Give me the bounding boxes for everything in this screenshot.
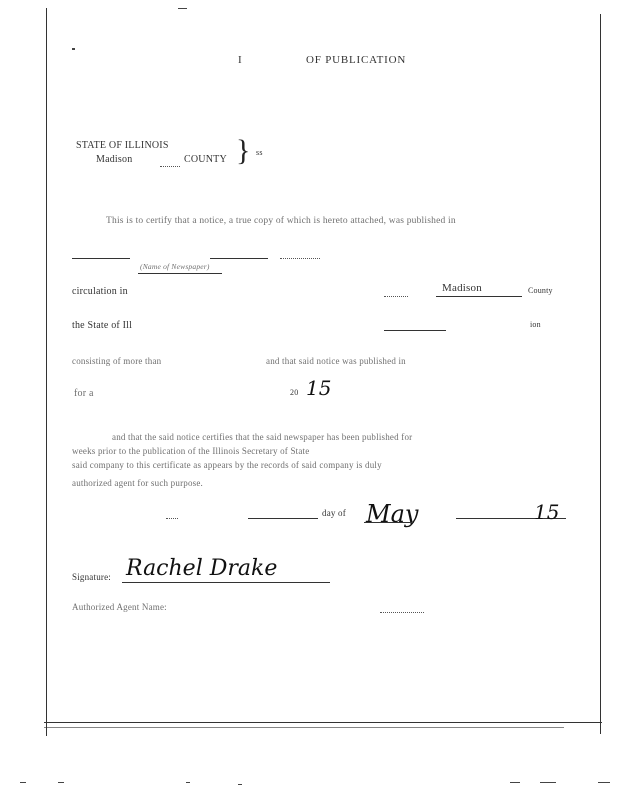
date-dots	[166, 518, 178, 519]
para-line-1: and that the said notice certifies that the said newspaper has been published for	[112, 432, 413, 442]
month-line	[364, 522, 414, 523]
signature-label: Signature:	[72, 572, 111, 582]
certify-line: This is to certify that a notice, a true copy of which is hereto attached, was published in	[106, 216, 456, 226]
frame-bottom-line	[44, 722, 602, 723]
top-mark	[178, 8, 187, 9]
newspaper-dots	[280, 258, 320, 259]
para-line-3: said company to this certificate as appears by the records of said company is duly	[72, 460, 382, 470]
newspaper-line-2	[210, 258, 268, 259]
heading-title: OF PUBLICATION	[306, 54, 407, 66]
agent-name-label: Authorized Agent Name:	[72, 602, 167, 612]
speck	[598, 782, 610, 783]
speck	[238, 784, 242, 785]
speck	[72, 48, 75, 50]
county-label: COUNTY	[184, 154, 227, 165]
circulation-blank	[384, 296, 408, 297]
speck	[58, 782, 64, 783]
row5-year-prefix: 20	[290, 388, 299, 397]
county-name: Madison	[96, 154, 133, 165]
speck	[510, 782, 520, 783]
state-label: STATE OF ILLINOIS	[76, 140, 169, 151]
day-line	[248, 518, 318, 519]
circulation-county: Madison	[442, 282, 482, 294]
row4-text-b: and that said notice was published in	[266, 356, 406, 366]
brace-mark: }	[236, 134, 251, 167]
row5-year-handwritten: 15	[306, 376, 332, 400]
agent-name-blank	[380, 612, 424, 613]
newspaper-line-1	[72, 258, 130, 259]
speck	[540, 782, 556, 783]
circulation-suffix: County	[528, 286, 553, 295]
circulation-county-line	[436, 296, 522, 297]
state-of-line	[384, 330, 446, 331]
date-day-label: day of	[322, 508, 346, 518]
date-year-handwritten: 15	[534, 500, 560, 524]
frame-right-line	[600, 14, 601, 734]
frame-bottom-line-2	[44, 727, 564, 728]
row5-prefix: for a	[74, 388, 94, 399]
signature-line	[122, 582, 330, 583]
state-of-suffix: ion	[530, 320, 541, 329]
row4-text-a: consisting of more than	[72, 356, 162, 366]
frame-left-line	[46, 8, 47, 736]
speck	[20, 782, 26, 783]
para-line-2: weeks prior to the publication of the Illinois Secretary of State	[72, 446, 310, 456]
para-line-4: authorized agent for such purpose.	[72, 478, 204, 488]
date-month-handwritten: May	[366, 500, 419, 528]
circulation-label: circulation in	[72, 286, 128, 297]
speck	[186, 782, 190, 783]
state-of-label: the State of Ill	[72, 320, 133, 331]
newspaper-caption: (Name of Newspaper)	[140, 262, 210, 271]
ss-mark: ss	[256, 148, 263, 157]
newspaper-caption-underline	[138, 273, 222, 274]
county-underline	[160, 166, 180, 167]
heading-left: I	[238, 54, 242, 66]
signature-handwritten: Rachel Drake	[126, 556, 278, 581]
